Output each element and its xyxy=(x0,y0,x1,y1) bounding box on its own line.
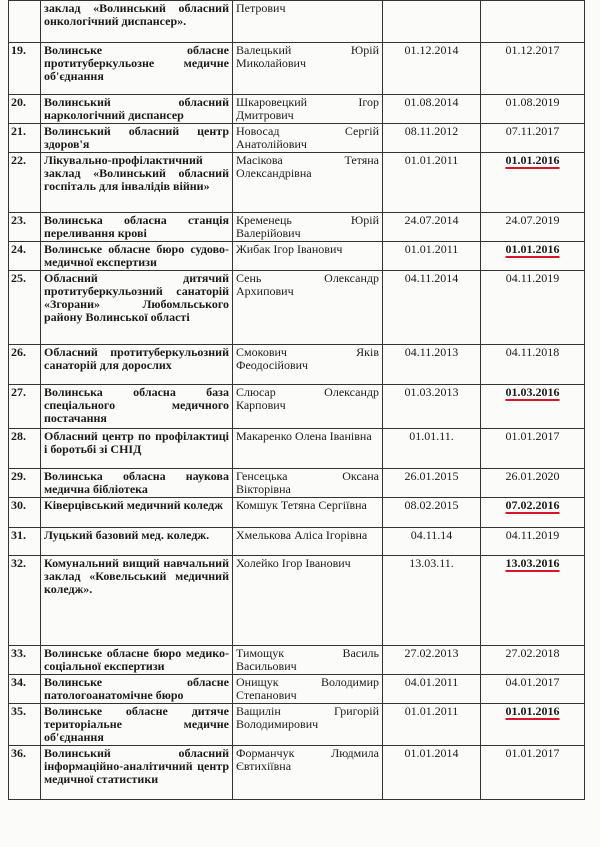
institution-name-cell xyxy=(41,646,233,675)
institution-name-cell xyxy=(41,271,233,345)
contract-start-date: 04.11.14 xyxy=(410,528,453,542)
institution-name: Обласний центр по профілактиці і боротьбі зі СНІД xyxy=(44,429,229,456)
director-name: Холейко Ігор Іванович xyxy=(236,556,351,570)
director-name-cell xyxy=(233,498,383,528)
table-row xyxy=(9,556,585,646)
director-name: Петрович xyxy=(236,1,286,15)
institution-name-cell xyxy=(41,675,233,704)
contract-end-date-cell xyxy=(481,646,585,675)
contract-start-date-cell xyxy=(383,213,481,242)
contract-start-date: 01.01.11. xyxy=(409,429,454,443)
contract-end-date: 07.11.2017 xyxy=(505,124,560,138)
row-number: 31. xyxy=(11,528,26,542)
director-name-cell xyxy=(233,1,383,43)
director-name-cell xyxy=(233,646,383,675)
row-number-cell xyxy=(9,95,41,124)
contract-end-date: 01.03.2016 xyxy=(505,385,560,399)
director-name: Масікова Тетяна Олександрівна xyxy=(236,153,379,180)
director-name: Смокович Яків Феодосійович xyxy=(236,345,379,372)
row-number-cell xyxy=(9,124,41,153)
institution-name: Волинське обласне бюро судово-медичної експертизи xyxy=(44,242,229,269)
contract-start-date-cell xyxy=(383,746,481,800)
row-number: 22. xyxy=(11,153,26,167)
table-body xyxy=(9,1,585,800)
director-name: Новосад Сергій Анатолійович xyxy=(236,124,379,151)
contract-start-date-cell xyxy=(383,153,481,213)
director-name: Слюсар Олександр Карпович xyxy=(236,385,379,412)
director-name: Генсецька Оксана Вікторівна xyxy=(236,469,379,496)
director-name-cell xyxy=(233,43,383,95)
contract-start-date: 01.01.2014 xyxy=(404,746,459,760)
contract-end-date-cell xyxy=(481,498,585,528)
institution-name: Луцький базовий мед. коледж. xyxy=(44,528,210,542)
contract-start-date-cell xyxy=(383,385,481,429)
contract-end-date-cell xyxy=(481,95,585,124)
director-name-cell xyxy=(233,746,383,800)
table-row xyxy=(9,675,585,704)
row-number-cell xyxy=(9,746,41,800)
institution-name: Волинське обласне протитуберкульозне медичне об'єднання xyxy=(44,43,229,83)
institution-name-cell xyxy=(41,124,233,153)
institution-name-cell xyxy=(41,213,233,242)
contract-end-date-cell xyxy=(481,213,585,242)
contract-start-date: 01.01.2011 xyxy=(404,704,459,718)
contract-end-date-cell xyxy=(481,675,585,704)
contract-start-date-cell xyxy=(383,704,481,746)
institution-name: Волинський обласний центр здоров'я xyxy=(44,124,229,151)
contract-start-date: 01.12.2014 xyxy=(404,43,459,57)
contract-end-date: 27.02.2018 xyxy=(505,646,560,660)
director-name: Комшук Тетяна Сергіївна xyxy=(236,498,367,512)
director-name: Макаренко Олена Іванівна xyxy=(236,429,372,443)
contract-end-date-cell xyxy=(481,528,585,556)
table-row xyxy=(9,95,585,124)
table-row xyxy=(9,271,585,345)
institution-name-cell xyxy=(41,704,233,746)
row-number: 23. xyxy=(11,213,26,227)
contract-start-date: 04.01.2011 xyxy=(404,675,459,689)
institution-name-cell xyxy=(41,556,233,646)
row-number: 29. xyxy=(11,469,26,483)
contract-end-date: 04.01.2017 xyxy=(505,675,560,689)
institution-name-cell xyxy=(41,429,233,469)
row-number: 19. xyxy=(11,43,26,57)
institution-name: Волинське обласне бюро медико-соціальної експертизи xyxy=(44,646,229,673)
table-row xyxy=(9,646,585,675)
table-row xyxy=(9,242,585,271)
contract-end-date: 24.07.2019 xyxy=(505,213,560,227)
contract-start-date: 04.11.2013 xyxy=(404,345,459,359)
row-number-cell xyxy=(9,704,41,746)
contract-start-date: 01.03.2013 xyxy=(404,385,459,399)
contract-end-date-cell xyxy=(481,556,585,646)
row-number: 32. xyxy=(11,556,26,570)
table-row xyxy=(9,1,585,43)
director-name-cell xyxy=(233,213,383,242)
row-number-cell xyxy=(9,242,41,271)
contract-end-date-cell xyxy=(481,704,585,746)
director-name: Жибак Ігор Іванович xyxy=(236,242,343,256)
director-name: Кременець Юрій Валерійович xyxy=(236,213,379,240)
contract-end-date: 01.01.2016 xyxy=(505,704,560,718)
director-name: Форманчук Людмила Євтихіївна xyxy=(236,746,379,773)
institution-name-cell xyxy=(41,43,233,95)
table-row xyxy=(9,43,585,95)
institution-name: Волинське обласне дитяче територіальне медичне об'єднання xyxy=(44,704,229,744)
row-number: 21. xyxy=(11,124,26,138)
institution-name-cell xyxy=(41,153,233,213)
row-number: 34. xyxy=(11,675,26,689)
institution-name: Волинська обласна база спеціального медичного постачання xyxy=(44,385,229,425)
row-number: 27. xyxy=(11,385,26,399)
institution-name-cell xyxy=(41,1,233,43)
row-number: 33. xyxy=(11,646,26,660)
contract-end-date: 04.11.2019 xyxy=(505,528,560,542)
contract-start-date: 27.02.2013 xyxy=(404,646,459,660)
contract-end-date: 13.03.2016 xyxy=(505,556,560,570)
row-number-cell xyxy=(9,675,41,704)
institution-name-cell xyxy=(41,469,233,498)
contract-start-date: 01.01.2011 xyxy=(404,242,459,256)
institution-name: заклад «Волинський обласний онкологічний диспансер». xyxy=(44,1,229,28)
director-name: Валецький Юрій Миколайович xyxy=(236,43,379,70)
contract-end-date-cell xyxy=(481,124,585,153)
row-number-cell xyxy=(9,1,41,43)
row-number-cell xyxy=(9,153,41,213)
contract-start-date-cell xyxy=(383,345,481,385)
contract-end-date: 01.08.2019 xyxy=(505,95,560,109)
institution-name: Волинський обласний інформаційно-аналітичний центр медичної статистики xyxy=(44,746,229,786)
contract-end-date: 01.01.2016 xyxy=(505,153,560,167)
row-number: 24. xyxy=(11,242,26,256)
row-number-cell xyxy=(9,528,41,556)
table-row xyxy=(9,385,585,429)
row-number: 35. xyxy=(11,704,26,718)
contract-start-date-cell xyxy=(383,429,481,469)
director-name-cell xyxy=(233,345,383,385)
contract-end-date-cell xyxy=(481,43,585,95)
contract-end-date: 07.02.2016 xyxy=(505,498,560,512)
table-row xyxy=(9,704,585,746)
contract-start-date: 26.01.2015 xyxy=(404,469,459,483)
contract-start-date-cell xyxy=(383,242,481,271)
table-row xyxy=(9,345,585,385)
director-name-cell xyxy=(233,242,383,271)
row-number-cell xyxy=(9,429,41,469)
director-name-cell xyxy=(233,469,383,498)
director-name-cell xyxy=(233,385,383,429)
contract-end-date: 01.12.2017 xyxy=(505,43,560,57)
row-number-cell xyxy=(9,213,41,242)
table-row xyxy=(9,528,585,556)
contract-start-date-cell xyxy=(383,498,481,528)
contract-start-date-cell xyxy=(383,1,481,43)
director-name-cell xyxy=(233,556,383,646)
contract-start-date-cell xyxy=(383,469,481,498)
row-number-cell xyxy=(9,498,41,528)
director-name: Хмелькова Аліса Ігорівна xyxy=(236,528,368,542)
row-number-cell xyxy=(9,646,41,675)
contract-end-date-cell xyxy=(481,429,585,469)
contract-end-date-cell xyxy=(481,153,585,213)
director-name-cell xyxy=(233,704,383,746)
row-number: 36. xyxy=(11,746,26,760)
director-name-cell xyxy=(233,95,383,124)
contract-start-date: 01.01.2011 xyxy=(404,153,459,167)
contract-end-date: 01.01.2017 xyxy=(505,746,560,760)
row-number: 28. xyxy=(11,429,26,443)
contract-start-date-cell xyxy=(383,124,481,153)
institution-name-cell xyxy=(41,746,233,800)
institution-name-cell xyxy=(41,528,233,556)
directors-table xyxy=(8,0,585,800)
row-number: 30. xyxy=(11,498,26,512)
row-number: 26. xyxy=(11,345,26,359)
director-name: Сень Олександр Архипович xyxy=(236,271,379,298)
institution-name: Лікувально-профілактичний заклад «Волинський обласний госпіталь для інвалідів війни» xyxy=(44,153,229,193)
director-name-cell xyxy=(233,153,383,213)
contract-end-date-cell xyxy=(481,746,585,800)
institution-name: Волинська обласна наукова медична бібліотека xyxy=(44,469,229,496)
director-name: Ващилін Григорій Володимирович xyxy=(236,704,379,731)
institution-name: Волинський обласний наркологічний диспансер xyxy=(44,95,229,122)
institution-name: Обласний протитуберкульозний санаторій для дорослих xyxy=(44,345,229,372)
contract-start-date-cell xyxy=(383,528,481,556)
director-name-cell xyxy=(233,528,383,556)
director-name-cell xyxy=(233,271,383,345)
table-row xyxy=(9,124,585,153)
contract-end-date-cell xyxy=(481,345,585,385)
contract-end-date: 26.01.2020 xyxy=(505,469,560,483)
contract-start-date: 24.07.2014 xyxy=(404,213,459,227)
contract-start-date: 08.02.2015 xyxy=(404,498,459,512)
contract-end-date-cell xyxy=(481,1,585,43)
contract-start-date: 01.08.2014 xyxy=(404,95,459,109)
institution-name: Обласний дитячий протитуберкульозний санаторій «Згорани» Любомльського району Волинської області xyxy=(44,271,229,324)
contract-start-date-cell xyxy=(383,556,481,646)
contract-start-date-cell xyxy=(383,271,481,345)
row-number-cell xyxy=(9,556,41,646)
director-name: Тимощук Василь Васильович xyxy=(236,646,379,673)
contract-end-date-cell xyxy=(481,242,585,271)
contract-end-date: 01.01.2017 xyxy=(505,429,560,443)
row-number-cell xyxy=(9,43,41,95)
row-number-cell xyxy=(9,271,41,345)
row-number-cell xyxy=(9,385,41,429)
director-name-cell xyxy=(233,675,383,704)
table-row xyxy=(9,429,585,469)
institution-name: Комунальний вищий навчальний заклад «Ковельський медичний коледж». xyxy=(44,556,229,596)
row-number-cell xyxy=(9,469,41,498)
director-name-cell xyxy=(233,124,383,153)
contract-start-date-cell xyxy=(383,646,481,675)
institution-name: Ківерцівський медичний коледж xyxy=(44,498,223,512)
contract-start-date: 08.11.2012 xyxy=(404,124,459,138)
contract-end-date-cell xyxy=(481,469,585,498)
director-name: Шкаровецкий Ігор Дмитрович xyxy=(236,95,379,122)
contract-start-date: 04.11.2014 xyxy=(404,271,459,285)
contract-start-date-cell xyxy=(383,95,481,124)
table-row xyxy=(9,153,585,213)
director-name: Онищук Володимир Степанович xyxy=(236,675,379,702)
contract-end-date: 01.01.2016 xyxy=(505,242,560,256)
institution-name: Волинське обласне патологоанатомічне бюро xyxy=(44,675,229,702)
contract-end-date-cell xyxy=(481,271,585,345)
institution-name-cell xyxy=(41,385,233,429)
contract-end-date: 04.11.2019 xyxy=(505,271,560,285)
institution-name-cell xyxy=(41,95,233,124)
contract-start-date-cell xyxy=(383,43,481,95)
contract-start-date-cell xyxy=(383,675,481,704)
institution-name-cell xyxy=(41,242,233,271)
table-row xyxy=(9,469,585,498)
table-row xyxy=(9,746,585,800)
contract-end-date: 04.11.2018 xyxy=(505,345,560,359)
table-row xyxy=(9,213,585,242)
row-number: 20. xyxy=(11,95,26,109)
contract-start-date: 13.03.11. xyxy=(409,556,454,570)
contract-end-date-cell xyxy=(481,385,585,429)
table-row xyxy=(9,498,585,528)
director-name-cell xyxy=(233,429,383,469)
institution-name-cell xyxy=(41,498,233,528)
institution-name-cell xyxy=(41,345,233,385)
institution-name: Волинська обласна станція переливання крові xyxy=(44,213,229,240)
row-number-cell xyxy=(9,345,41,385)
row-number: 25. xyxy=(11,271,26,285)
